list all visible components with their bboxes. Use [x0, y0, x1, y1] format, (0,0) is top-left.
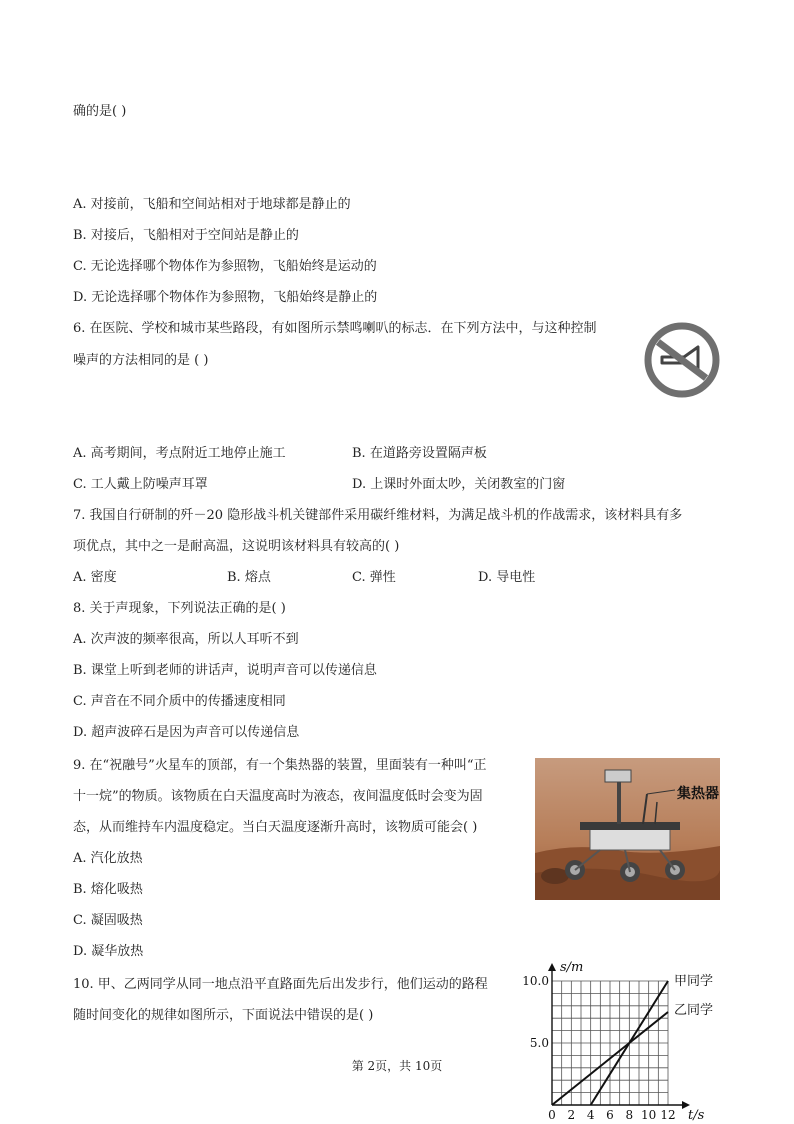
q6-option-c[interactable]: C. 工人戴上防噪声耳罩 — [73, 477, 208, 492]
q7-stem-line2: 项优点，其中之一是耐高温，这说明该材料具有较高的( ) — [73, 539, 400, 554]
chart-grid — [552, 981, 668, 1105]
y-axis-label: s/m — [560, 960, 584, 975]
q7-option-d[interactable]: D. 导电性 — [478, 570, 536, 585]
x-tick-label: 6 — [606, 1108, 614, 1122]
distance-time-chart — [520, 955, 730, 1123]
mars-rover-image — [535, 758, 720, 900]
x-tick-label: 12 — [660, 1108, 676, 1122]
q9-option-a[interactable]: A. 汽化放热 — [73, 851, 143, 866]
q5-option-d[interactable]: D. 无论选择哪个物体作为参照物，飞船始终是静止的 — [73, 290, 378, 305]
q8-stem: 8. 关于声现象，下列说法正确的是( ) — [73, 601, 286, 616]
y-tick-label: 5.0 — [529, 1036, 549, 1050]
q10-stem-line2: 随时间变化的规律如图所示，下面说法中错误的是( ) — [73, 1008, 374, 1023]
no-horn-sign-icon — [642, 320, 722, 400]
q5-option-a[interactable]: A. 对接前，飞船和空间站相对于地球都是静止的 — [73, 197, 351, 212]
y-axis-arrow — [548, 963, 556, 971]
q9-stem-line1: 9. 在“祝融号”火星车的顶部，有一个集热器的装置，里面装有一种叫“正 — [73, 758, 487, 773]
series-label: 乙同学 — [674, 1003, 714, 1018]
x-tick-label: 4 — [586, 1108, 595, 1122]
chart-ticks — [522, 974, 675, 1122]
q5-option-b[interactable]: B. 对接后，飞船相对于空间站是静止的 — [73, 228, 299, 243]
q8-option-c[interactable]: C. 声音在不同介质中的传播速度相同 — [73, 694, 286, 709]
q9-option-c[interactable]: C. 凝固吸热 — [73, 913, 143, 928]
q8-option-a[interactable]: A. 次声波的频率很高，所以人耳听不到 — [73, 632, 299, 647]
q6-option-a[interactable]: A. 高考期间，考点附近工地停止施工 — [73, 446, 286, 461]
collector-label: 集热器 — [677, 786, 719, 802]
q10-stem-line1: 10. 甲、乙两同学从同一地点沿平直路面先后出发步行，他们运动的路程 — [73, 977, 488, 992]
q9-option-b[interactable]: B. 熔化吸热 — [73, 882, 143, 897]
x-axis-label: t/s — [688, 1108, 705, 1123]
x-tick-label: 10 — [641, 1108, 657, 1122]
x-tick-label: 2 — [567, 1108, 576, 1122]
x-tick-label: 8 — [625, 1108, 634, 1122]
q7-option-a[interactable]: A. 密度 — [73, 570, 117, 585]
x-tick-label: 0 — [548, 1108, 556, 1122]
q7-option-b[interactable]: B. 熔点 — [227, 570, 271, 585]
page-footer: 第 2页，共 10页 — [351, 1059, 443, 1073]
q5-option-c[interactable]: C. 无论选择哪个物体作为参照物，飞船始终是运动的 — [73, 259, 377, 274]
q5-stem-tail: 确的是( ) — [73, 104, 127, 119]
q6-stem-line1: 6. 在医院、学校和城市某些路段，有如图所示禁鸣喇叭的标志．在下列方法中，与这种控制 — [73, 321, 597, 336]
q6-stem-line2: 噪声的方法相同的是 ( ) — [73, 353, 209, 368]
q9-option-d[interactable]: D. 凝华放热 — [73, 944, 144, 959]
q8-option-b[interactable]: B. 课堂上听到老师的讲话声，说明声音可以传递信息 — [73, 663, 377, 678]
q9-stem-line2: 十一烷”的物质。该物质在白天温度高时为液态，夜间温度低时会变为固 — [73, 789, 483, 804]
y-tick-label: 10.0 — [522, 974, 549, 988]
q8-option-d[interactable]: D. 超声波碎石是因为声音可以传递信息 — [73, 725, 300, 740]
q7-option-c[interactable]: C. 弹性 — [352, 570, 396, 585]
q6-option-b[interactable]: B. 在道路旁设置隔声板 — [352, 446, 487, 461]
q6-option-d[interactable]: D. 上课时外面太吵，关闭教室的门窗 — [352, 477, 566, 492]
q9-stem-line3: 态，从而维持车内温度稳定。当白天温度逐渐升高时，该物质可能会( ) — [73, 820, 478, 835]
q7-stem-line1: 7. 我国自行研制的歼－20 隐形战斗机关键部件采用碳纤维材料，为满足战斗机的作战需求，该材料具有多 — [73, 508, 683, 523]
series-label: 甲同学 — [674, 974, 714, 989]
